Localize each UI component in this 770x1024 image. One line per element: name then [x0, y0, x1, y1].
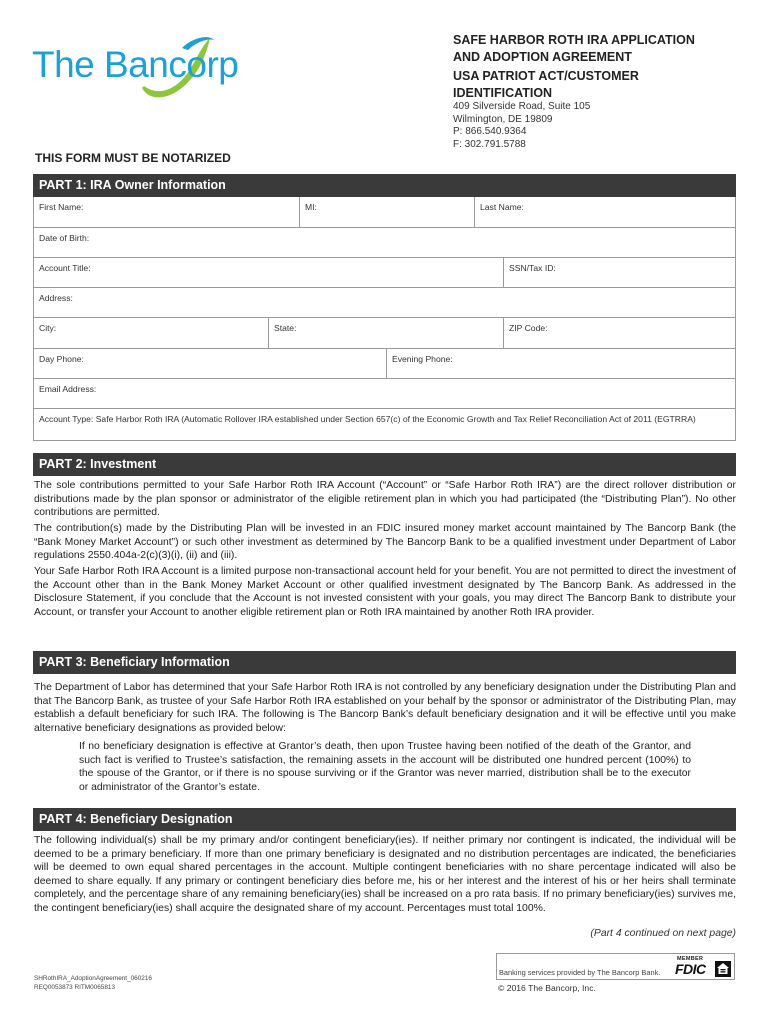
paragraph: The contribution(s) made by the Distributing Plan will be invested in an FDIC insured money market account maintained by The Bancorp Bank (the “Bank Money Market Account”) or such other investment as determined by The Bancorp Bank to be a qualified investment under Department of Labor regulations 2550.404a-2(c)(3)(i), (ii) and (iii). [34, 523, 736, 561]
title-line: USA PATRIOT ACT/CUSTOMER [453, 69, 639, 83]
zip-label: ZIP Code: [509, 323, 548, 333]
city-field[interactable] [34, 318, 268, 348]
part2-body [34, 479, 736, 622]
part3-header: PART 3: Beneficiary Information [33, 651, 736, 674]
part1-header: PART 1: IRA Owner Information [33, 174, 736, 197]
paragraph: The following individual(s) shall be my primary and/or contingent beneficiary(ies). If neither primary nor contingent is indicated, the individual will be deemed to be a primary beneficiary. If more than one primary beneficiary is designated and no distribution percentages are indicated, the beneficiaries will be deemed to own equal shared percentages in the account. Multiple contingent beneficiaries with no share percentage indicated will also be deemed to share equally. If any primary or contingent beneficiary dies before me, his or her interest and the interest of his or her heirs shall terminate completely, and the percentage share of any remaining beneficiary(ies) shall be increased on a pro rata basis. If no primary beneficiary(ies) survives me, the contingent beneficiary(ies) shall acquire the designated share of my account. Percentages must total 100%. [34, 835, 736, 914]
evening-phone-field[interactable] [386, 349, 735, 378]
part4-body [34, 834, 736, 918]
account-type-field [34, 409, 735, 440]
form-identifiers [34, 974, 152, 992]
account-title-label: Account Title: [39, 263, 91, 273]
email-field[interactable] [34, 379, 735, 408]
ssn-label: SSN/Tax ID: [509, 263, 556, 273]
paragraph: The Department of Labor has determined that your Safe Harbor Roth IRA is not controlled by any beneficiary designation under the Distributing Plan and that The Bancorp Bank, as trustee of your Safe Harbor Roth IRA established on your behalf by the sponsor or administrator of the Distributing Plan, may establish a default beneficiary for such IRA. The following is The Bancorp Bank’s default beneficiary designation and it will be effective until you make alternative beneficiary designations as provided below: [34, 682, 736, 734]
address-line: 409 Silverside Road, Suite 105 [453, 101, 591, 112]
address-field[interactable] [34, 288, 735, 317]
part4-header: PART 4: Beneficiary Designation [33, 808, 736, 831]
owner-info-form [33, 197, 736, 441]
title-line: AND ADOPTION AGREEMENT [453, 50, 632, 64]
address-label: Address: [39, 293, 73, 303]
default-beneficiary-clause: If no beneficiary designation is effective at Grantor’s death, then upon Trustee having been notified of the death of the Grantor, and such fact is verified to Trustee’s satisfaction, the remaining assets in the account will be distributed one hundred percent (100%) to the spouse of the Grantor, or if there is no spouse surviving or if the Grantor was never married, distribution shall be to the executor or administrator of the Grantor’s estate. [79, 741, 691, 794]
fax-line: F: 302.791.5788 [453, 138, 526, 150]
last-name-label: Last Name: [480, 202, 524, 212]
ssn-field[interactable] [503, 258, 735, 287]
day-phone-field[interactable] [34, 349, 386, 378]
company-address [453, 101, 590, 151]
title-line: SAFE HARBOR ROTH IRA APPLICATION [453, 33, 695, 47]
dob-field[interactable] [34, 228, 735, 257]
first-name-label: First Name: [39, 202, 84, 212]
evening-phone-label: Evening Phone: [392, 354, 453, 364]
notarized-notice: THIS FORM MUST BE NOTARIZED [35, 151, 231, 165]
bancorp-logo [32, 36, 247, 108]
member-label: MEMBER [677, 956, 704, 962]
first-name-field[interactable] [34, 197, 299, 227]
logo-text: The Bancorp [32, 44, 239, 85]
fdic-logo [673, 956, 733, 978]
equal-housing-lender-icon [715, 961, 731, 977]
last-name-field[interactable] [474, 197, 735, 227]
dob-label: Date of Birth: [39, 233, 90, 243]
phone-line: P: 866.540.9364 [453, 126, 527, 138]
mi-label: MI: [305, 202, 317, 212]
account-title-field[interactable] [34, 258, 503, 287]
zip-field[interactable] [503, 318, 735, 348]
document-title [453, 32, 743, 102]
address-line: Wilmington, DE 19809 [453, 113, 553, 125]
bank-services-note: Banking services provided by The Bancorp Bank. [499, 968, 661, 977]
city-label: City: [39, 323, 57, 333]
title-line: IDENTIFICATION [453, 86, 553, 100]
continued-note: (Part 4 continued on next page) [590, 928, 736, 939]
copyright: © 2016 The Bancorp, Inc. [498, 983, 596, 993]
day-phone-label: Day Phone: [39, 354, 84, 364]
fdic-label: FDIC [675, 961, 706, 977]
part2-header: PART 2: Investment [33, 453, 736, 476]
account-type-text: Account Type: Safe Harbor Roth IRA (Automatic Rollover IRA established under Section 657(c) of the Economic Growth and Tax Relief Reconciliation Act of 2011 (EGTRRA) [39, 414, 696, 424]
mi-field[interactable] [299, 197, 474, 227]
state-field[interactable] [268, 318, 503, 348]
state-label: State: [274, 323, 297, 333]
request-id: REQ0053873 RITM0065813 [34, 984, 116, 991]
paragraph: The sole contributions permitted to your Safe Harbor Roth IRA Account (“Account” or “Safe Harbor Roth IRA”) are the direct rollover distribution or distributions made by the plan sponsor or administrator of the eligible retirement plan in which you had participated (the “Distributing Plan”). No other contributions are permitted. [34, 480, 736, 518]
email-label: Email Address: [39, 384, 97, 394]
form-id: SHRothIRA_AdoptionAgreement_060216 [34, 975, 152, 982]
bank-disclosure-box [496, 953, 735, 980]
paragraph: Your Safe Harbor Roth IRA Account is a limited purpose non-transactional account held for your benefit. You are not permitted to direct the investment of the Account other than in the Bank Money Market Account or other qualified investment designated by The Bancorp Bank. As addressed in the Disclosure Statement, if you conclude that the Account is not invested consistent with your goals, you may direct The Bancorp Bank to distribute your Account, or transfer your Account to another eligible retirement plan or Roth IRA maintained by another Roth IRA provider. [34, 566, 736, 618]
part3-body [34, 681, 736, 738]
